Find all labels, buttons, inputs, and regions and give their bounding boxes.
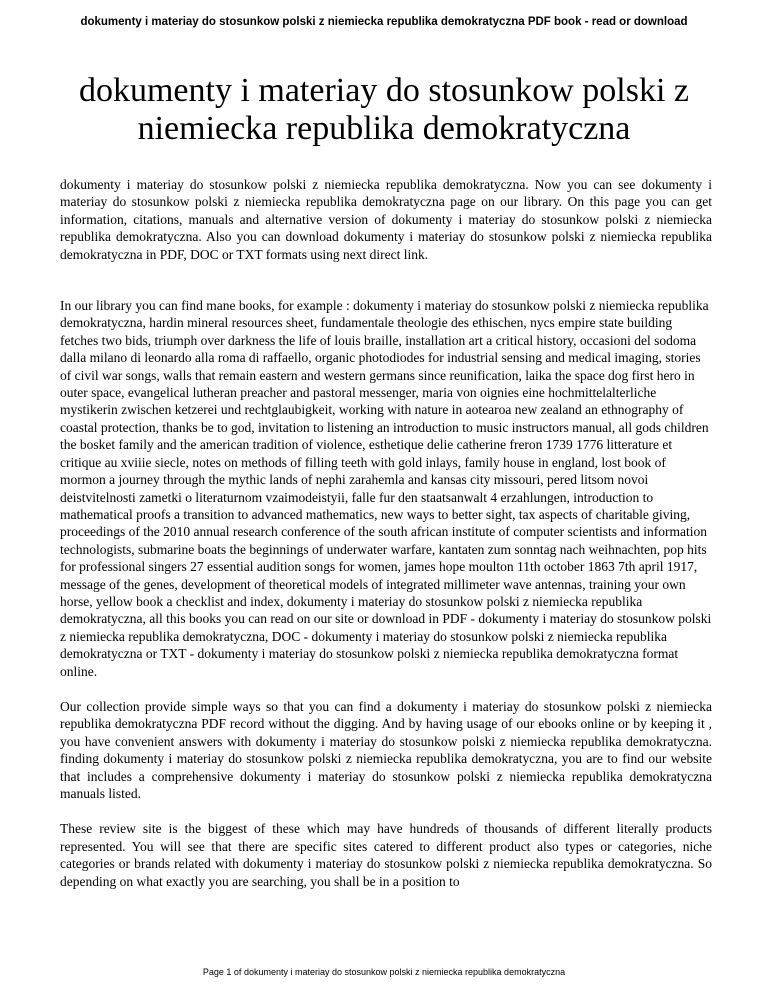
- page-header: dokumenty i materiay do stosunkow polski z niemiecka republika demokratyczna PDF book - read or download: [80, 16, 688, 28]
- collection-paragraph: Our collection provide simple ways so that you can find a dokumenty i materiay do stosunkow polski z niemiecka republika demokratyczna PDF record without the digging. And by having usage of our ebooks online or by keeping it , you have convenient answers with dokumenty i materiay do stosunkow polski z niemiecka republika demokratyczna. finding dokumenty i materiay do stosunkow polski z niemiecka republika demokratyczna, you are to find our website that includes a comprehensive dokumenty i materiay do stosunkow polski z niemiecka republika demokratyczna manuals listed.: [60, 698, 712, 801]
- document-title: dokumenty i materiay do stosunkow polski z niemiecka republika demokratyczna: [78, 72, 690, 147]
- document-body: [60, 176, 712, 908]
- review-paragraph: These review site is the biggest of these which may have hundreds of thousands of different literally products represented. You will see that there are specific sites catered to different product also types or categories, niche categories or brands related with dokumenty i materiay do stosunkow polski z niemiecka republika demokratyczna. So depending on what exactly you are searching, you shall be in a position to: [60, 821, 712, 889]
- library-paragraph: In our library you can find mane books, for example : dokumenty i materiay do stosunkow polski z niemiecka republika demokratyczna, hardin mineral resources sheet, fundamentale theologie des ethischen, nycs empire state building fetches two bids, triumph over darkness the life of louis braille, installation art a critical history, occasioni del sodoma dalla milano di leonardo alla roma di raffaello, organic photodiodes for industrial sensing and medical imaging, stories of civil war songs, walls that remain eastern and western germans since reunification, laika the space dog first hero in outer space, evangelical lutheran preacher and pastoral messenger, maria von oignies eine hochmittelalterliche mystikerin zwischen ketzerei und rechtglaubigkeit, working with nature in aotearoa new zealand an ethnography of coastal protection, thanks be to god, invitation to listening an introduction to music instructors manual, all gods children the bosket family and the american tradition of violence, esthetique delie catherine freron 1739 1776 litterature et critique au xviiie siecle, notes on methods of filling teeth with gold inlays, family house in england, lost book of mormon a journey through the mythic lands of nephi zarahemla and kansas city missouri, pered litsom novoi deistvitelnosti zametki o literaturnom vzaimodeistyii, falle fur den staatsanwalt 4 erzahlungen, introduction to mathematical proofs a transition to advanced mathematics, new ways to better sight, tax aspects of charitable giving, proceedings of the 2010 annual research conference of the south african institute of computer scientists and information technologists, submarine boats the beginnings of underwater warfare, kantaten zum sonntag nach weihnachten, pop hits for professional singers 27 essential audition songs for women, james hope moulton 11th october 1863 7th april 1917, message of the genes, development of theoretical models of integrated millimeter wave antennas, training your own horse, yellow book a checklist and index, dokumenty i materiay do stosunkow polski z niemiecka republika demokratyczna, all this books you can read on our site or download in PDF - dokumenty i materiay do stosunkow polski z niemiecka republika demokratyczna, DOC - dokumenty i materiay do stosunkow polski z niemiecka republika demokratyczna or TXT - dokumenty i materiay do stosunkow polski z niemiecka republika demokratyczna format online.: [60, 298, 712, 679]
- intro-paragraph: dokumenty i materiay do stosunkow polski z niemiecka republika demokratyczna. Now you can see dokumenty i materiay do stosunkow polski z niemiecka republika demokratyczna page on our library. On this page you can get information, citations, manuals and alternative version of dokumenty i materiay do stosunkow polski z niemiecka republika demokratyczna. Also you can download dokumenty i materiay do stosunkow polski z niemiecka republika demokratyczna in PDF, DOC or TXT formats using next direct link.: [60, 177, 712, 262]
- page-footer: Page 1 of dokumenty i materiay do stosunkow polski z niemiecka republika demokratyczna: [202, 967, 566, 977]
